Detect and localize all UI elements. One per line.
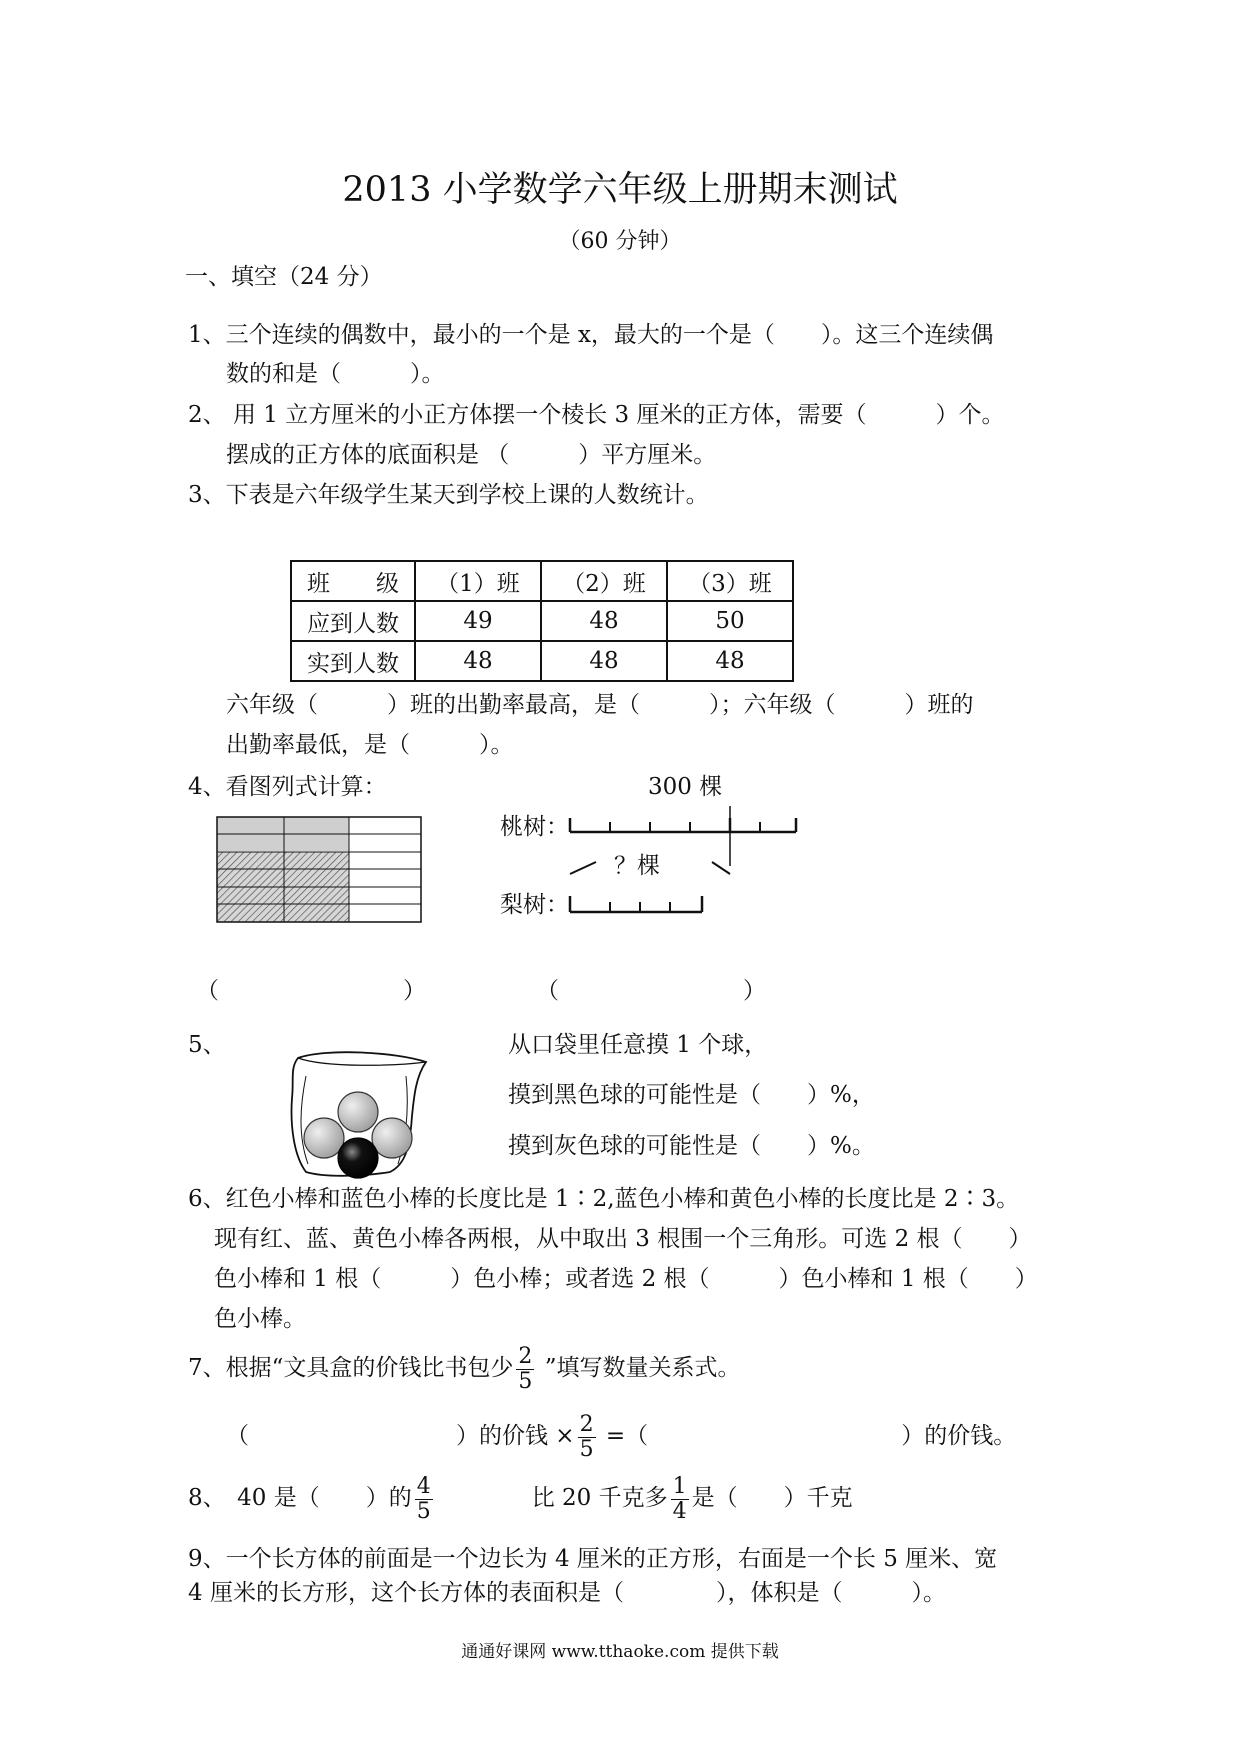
footer-source: 通通好课网 www.tthaoke.com 提供下载 bbox=[461, 1642, 779, 1662]
q6-line4: 色小棒。 bbox=[214, 1306, 306, 1332]
fraction-numerator: 2 bbox=[518, 1343, 533, 1369]
q5-line1: 从口袋里任意摸 1 个球， bbox=[508, 1032, 768, 1058]
q5-line2: 摸到黑色球的可能性是（ ）%， bbox=[508, 1082, 875, 1108]
table-cell: 48 bbox=[541, 601, 667, 641]
q7-equals: =（ bbox=[598, 1423, 649, 1449]
q1-line2: 数的和是（ ）。 bbox=[226, 361, 445, 387]
q4-answer-2[interactable]: （ ） bbox=[536, 978, 766, 1004]
q7-right-expr: ）的价钱。 bbox=[648, 1423, 1017, 1449]
fraction-numerator: 2 bbox=[579, 1411, 594, 1437]
section-heading: 一、填空（24 分） bbox=[185, 264, 383, 290]
table-cell: 48 bbox=[541, 641, 667, 681]
q4-label: 4、看图列式计算： bbox=[188, 774, 387, 800]
q5-label: 5、 bbox=[188, 1032, 226, 1058]
fraction-denominator: 5 bbox=[416, 1498, 431, 1524]
table-cell: 48 bbox=[415, 641, 541, 681]
table-header-cell: （2）班 bbox=[541, 561, 667, 601]
q2-line2: 摆成的正方体的底面积是 （ ）平方厘米。 bbox=[226, 442, 717, 468]
q1-line1: 1、三个连续的偶数中，最小的一个是 x，最大的一个是（ ）。这三个连续偶 bbox=[188, 322, 994, 348]
q4-answer-1[interactable]: （ ） bbox=[196, 978, 426, 1004]
q9-line2: 4 厘米的长方形，这个长方体的表面积是（ ），体积是（ ）。 bbox=[188, 1580, 946, 1606]
fraction-denominator: 4 bbox=[672, 1498, 687, 1524]
fraction-two-fifths bbox=[578, 1413, 596, 1462]
q8a-text: 8、 40 是（ ）的 bbox=[188, 1485, 412, 1511]
table-row bbox=[291, 601, 793, 641]
q7-prefix: 7、根据“文具盒的价钱比书包少 bbox=[188, 1355, 514, 1381]
q7-relation bbox=[226, 1408, 1016, 1464]
q7-left-expr: （ ）的价钱 × bbox=[226, 1423, 575, 1449]
gray-ball bbox=[304, 1118, 344, 1158]
unknown-trees-label: ？棵 bbox=[614, 853, 660, 879]
ball-bag-illustration bbox=[286, 1046, 432, 1180]
table-cell: 49 bbox=[415, 601, 541, 641]
table-cell: 48 bbox=[667, 641, 793, 681]
table-cell: 实到人数 bbox=[291, 641, 415, 681]
table-header-cell: （1）班 bbox=[415, 561, 541, 601]
q8-line bbox=[188, 1470, 853, 1526]
q3-line2: 出勤率最低，是（ ）。 bbox=[226, 732, 514, 758]
pear-tree-label: 梨树： bbox=[500, 892, 569, 918]
q8b-suffix: 是（ ）千克 bbox=[691, 1485, 853, 1511]
q9-line1: 9、一个长方体的前面是一个边长为 4 厘米的正方形，右面是一个长 5 厘米、宽 bbox=[188, 1546, 998, 1572]
fraction-one-quarter bbox=[671, 1475, 689, 1524]
q8b-text: 比 20 千克多 bbox=[531, 1485, 668, 1511]
table-header-cell: 班 级 bbox=[291, 561, 415, 601]
fraction-denominator: 5 bbox=[518, 1368, 533, 1394]
fraction-numerator: 1 bbox=[672, 1473, 687, 1499]
table-header-row bbox=[291, 561, 793, 601]
segment-bar-diagram bbox=[566, 806, 802, 922]
peach-tree-label: 桃树： bbox=[500, 814, 569, 840]
black-ball bbox=[338, 1138, 378, 1178]
fraction-two-fifths bbox=[516, 1345, 534, 1394]
page-subtitle: （60 分钟） bbox=[558, 229, 682, 254]
q3-intro: 3、下表是六年级学生某天到学校上课的人数统计。 bbox=[188, 482, 709, 508]
q7-line1 bbox=[188, 1340, 740, 1396]
q3-line1: 六年级（ ）班的出勤率最高，是（ ）；六年级（ ）班的 bbox=[226, 692, 974, 718]
attendance-table bbox=[290, 560, 794, 682]
q5-line3: 摸到灰色球的可能性是（ ）%。 bbox=[508, 1133, 875, 1159]
fraction-four-fifths bbox=[415, 1475, 433, 1524]
table-cell: 应到人数 bbox=[291, 601, 415, 641]
fraction-numerator: 4 bbox=[416, 1473, 431, 1499]
total-trees-label: 300 棵 bbox=[648, 774, 723, 800]
q6-line3: 色小棒和 1 根（ ）色小棒；或者选 2 根（ ）色小棒和 1 根（ ） bbox=[214, 1266, 1038, 1292]
q6-line1: 6、红色小棒和蓝色小棒的长度比是 1∶2,蓝色小棒和黄色小棒的长度比是 2∶3。 bbox=[188, 1186, 1020, 1212]
page-title: 2013 小学数学六年级上册期末测试 bbox=[342, 170, 898, 210]
q7-suffix: ”填写数量关系式。 bbox=[537, 1355, 741, 1381]
gray-ball bbox=[372, 1118, 412, 1158]
fraction-denominator: 5 bbox=[579, 1436, 594, 1462]
q2-line1: 2、 用 1 立方厘米的小正方体摆一个棱长 3 厘米的正方体，需要（ ）个。 bbox=[188, 402, 1005, 428]
table-cell: 50 bbox=[667, 601, 793, 641]
fraction-grid-diagram bbox=[216, 816, 422, 924]
q6-line2: 现有红、蓝、黄色小棒各两根，从中取出 3 根围一个三角形。可选 2 根（ ） bbox=[214, 1226, 1032, 1252]
table-header-cell: （3）班 bbox=[667, 561, 793, 601]
table-row bbox=[291, 641, 793, 681]
gray-ball bbox=[338, 1092, 378, 1132]
